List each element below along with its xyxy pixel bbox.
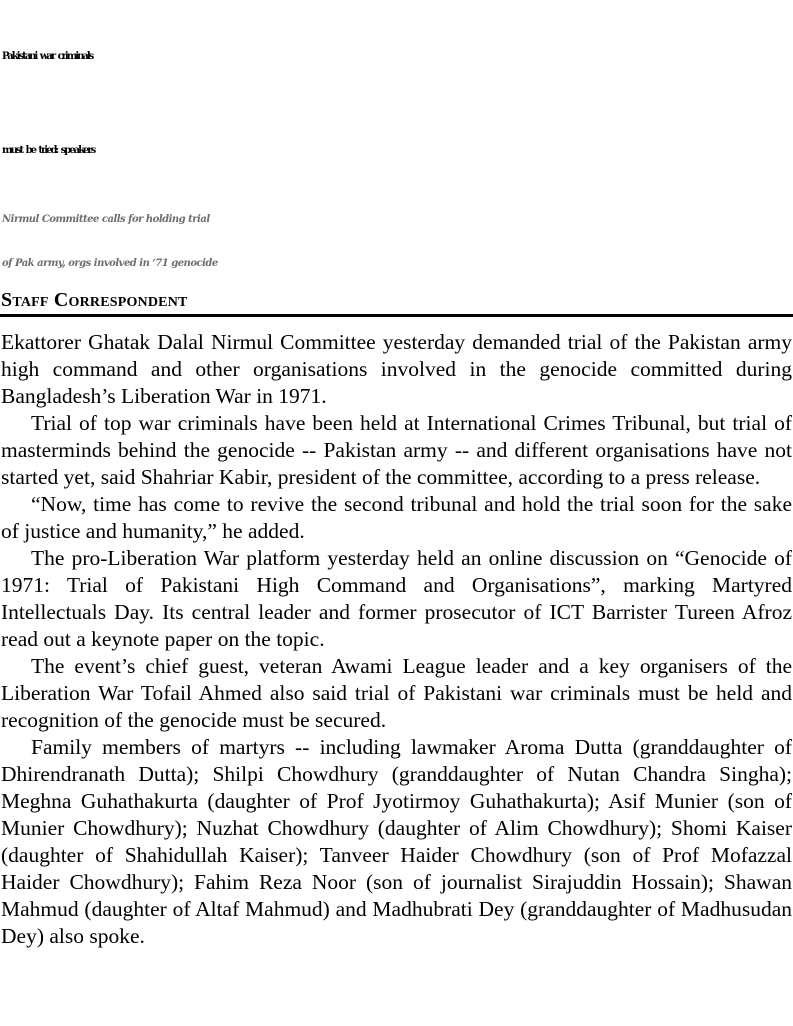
subheadline-line-2: of Pak army, orgs involved in ‘71 genocide <box>2 258 218 269</box>
body-paragraph-6: Family members of martyrs -- including lawmaker Aroma Dutta (granddaughter of Dhirendranath Dutta); Shilpi Chowdhury (granddaughter of Nutan Chandra Singha); Meghna Guhathakurta (daughter of Prof Jyotirmoy Guhathakurta); Asif Munier (son of Munier Chowdhury); Nuzhat Chowdhury (daughter of Alim Chowdhury); Shomi Kaiser (daughter of Shahidullah Kaiser); Tanveer Haider Chowdhury (son of Prof Mofazzal Haider Chowdhury); Fahim Reza Noor (son of journalist Sirajuddin Hossain); Shawan Mahmud (daughter of Altaf Mahmud) and Madhubrati Dey (granddaughter of Madhusudan Dey) also spoke. <box>1 735 792 948</box>
divider-rule <box>0 314 793 317</box>
article-body <box>0 329 793 950</box>
headline-line-1: Pakistani war criminals <box>2 51 93 62</box>
body-paragraph-3: “Now, time has come to revive the second tribunal and hold the trial soon for the sake of justice and humanity,” he added. <box>1 492 792 543</box>
body-paragraph-2: Trial of top war criminals have been held at International Crimes Tribunal, but trial of masterminds behind the genocide -- Pakistan army -- and different organisations have not started yet, said Shahriar Kabir, president of the committee, according to a press release. <box>1 411 792 489</box>
body-paragraph-1: Ekattorer Ghatak Dalal Nirmul Committee yesterday demanded trial of the Pakistan army high command and other organisations involved in the genocide committed during Bangladesh’s Liberation War in 1971. <box>1 330 792 408</box>
headline <box>0 0 793 198</box>
body-paragraph-4: The pro-Liberation War platform yesterday held an online discussion on “Genocide of 1971: Trial of Pakistani High Command and Organisations”, marking Martyred Intellectuals Day. Its central leader and former prosecutor of ICT Barrister Tureen Afroz read out a keynote paper on the topic. <box>1 546 792 651</box>
headline-line-2: must be tried: speakers <box>2 145 95 156</box>
subheadline <box>0 198 793 286</box>
subheadline-line-1: Nirmul Committee calls for holding trial <box>2 214 210 225</box>
body-paragraph-5: The event’s chief guest, veteran Awami League leader and a key organisers of the Liberation War Tofail Ahmed also said trial of Pakistani war criminals must be held and recognition of the genocide must be secured. <box>1 654 792 732</box>
byline: Staff Correspondent <box>1 289 188 311</box>
